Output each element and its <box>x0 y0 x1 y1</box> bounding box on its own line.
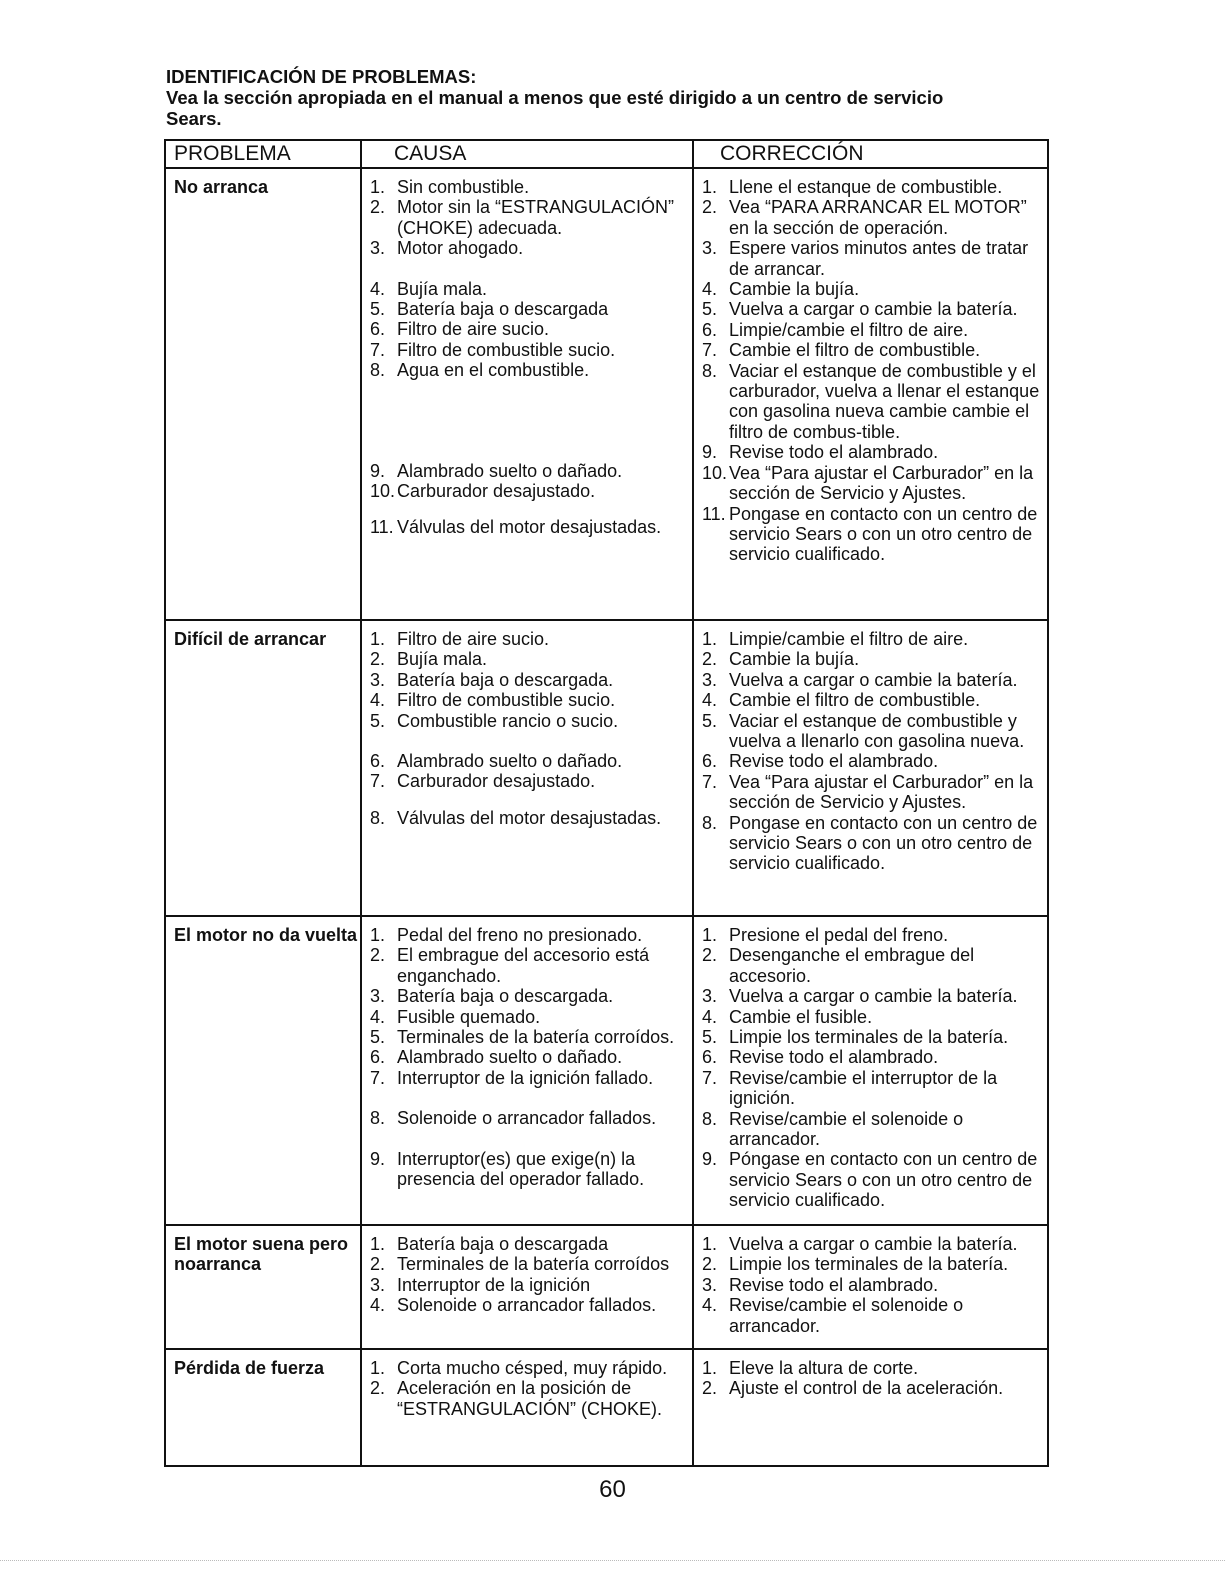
correction-item <box>702 1234 1045 1254</box>
item-text: Pongase en contacto con un centro de servicio Sears o con un otro centro de servicio cualificado. <box>729 812 1038 874</box>
column-header-problem: PROBLEMA <box>165 140 361 168</box>
correction-cell <box>693 620 1048 916</box>
item-text: Eleve la altura de corte. <box>729 1358 919 1378</box>
table-body <box>165 168 1048 1466</box>
item-text: Interruptor de la ignición fallado. <box>397 1067 654 1088</box>
item-text: Carburador desajustado. <box>397 771 596 792</box>
item-text: Revise todo el alambrado. <box>729 1274 939 1295</box>
cause-item <box>370 517 690 537</box>
correction-item <box>702 925 1045 945</box>
item-number: 1. <box>370 1234 386 1254</box>
correction-item <box>702 670 1045 690</box>
item-number: 2. <box>702 1378 718 1399</box>
item-text: Vuelva a cargar o cambie la batería. <box>729 669 1018 690</box>
item-number: 5. <box>370 299 386 320</box>
item-number: 4. <box>702 690 718 711</box>
cause-item <box>370 481 690 501</box>
item-number: 3. <box>370 1274 386 1295</box>
item-text: Carburador desajustado. <box>397 481 596 502</box>
item-text: Vuelva a cargar o cambie la batería. <box>729 986 1018 1007</box>
cause-cell <box>361 1225 693 1349</box>
item-number: 6. <box>370 319 386 340</box>
correction-item <box>702 1109 1045 1150</box>
item-number: 8. <box>702 812 718 833</box>
item-number: 5. <box>702 299 718 320</box>
correction-item <box>702 649 1045 669</box>
item-number: 4. <box>370 1295 386 1316</box>
correction-item <box>702 813 1045 874</box>
correction-item <box>702 711 1045 752</box>
item-number: 1. <box>370 1358 386 1378</box>
item-number: 1. <box>702 925 718 945</box>
heading-instructions: Vea la sección apropiada en el manual a menos que esté dirigido a un centro de servicio <box>166 87 944 108</box>
item-number: 3. <box>370 669 386 690</box>
item-text: Revise/cambie el solenoide o arrancador. <box>729 1108 964 1150</box>
correction-item <box>702 1007 1045 1027</box>
table-row <box>165 1225 1048 1349</box>
item-number: 7. <box>702 771 718 792</box>
item-number: 4. <box>702 279 718 300</box>
cause-cell <box>361 620 693 916</box>
item-text: El embrague del accesorio está enganchado. <box>397 945 650 986</box>
cause-item <box>370 1149 690 1190</box>
item-number: 7. <box>370 339 386 360</box>
cause-item <box>370 279 690 299</box>
cause-item <box>370 319 690 339</box>
item-text: Combustible rancio o sucio. <box>397 710 619 731</box>
cause-item <box>370 197 690 238</box>
correction-item <box>702 629 1045 649</box>
correction-item <box>702 504 1045 565</box>
item-text: Interruptor de la ignición <box>397 1274 591 1295</box>
item-number: 11. <box>370 517 394 538</box>
item-text: Revise/cambie el interruptor de la ignición. <box>729 1067 998 1109</box>
item-text: Limpie/cambie el filtro de aire. <box>729 319 969 340</box>
correction-item <box>702 320 1045 340</box>
item-text: Revise todo el alambrado. <box>729 751 939 772</box>
item-text: Interruptor(es) que exige(n) la presencia del operador fallado. <box>397 1148 645 1190</box>
correction-item <box>702 751 1045 771</box>
cause-item <box>370 670 690 690</box>
item-text: Alambrado suelto o dañado. <box>397 1047 623 1068</box>
cause-item <box>370 649 690 669</box>
correction-cell <box>693 1225 1048 1349</box>
problem-cell: El motor suena pero noarranca <box>165 1225 361 1349</box>
item-number: 4. <box>370 690 386 711</box>
item-number: 3. <box>370 238 386 259</box>
item-number: 7. <box>702 340 718 361</box>
item-text: Alambrado suelto o dañado. <box>397 460 623 481</box>
item-text: Limpie/cambie el filtro de aire. <box>729 629 969 649</box>
item-number: 10. <box>702 462 728 483</box>
cause-item <box>370 1234 690 1254</box>
item-text: Solenoide o arrancador fallados. <box>397 1295 657 1316</box>
item-number: 3. <box>702 986 718 1007</box>
cause-item <box>370 771 690 791</box>
item-number: 9. <box>702 1149 718 1170</box>
item-text: Vea “PARA ARRANCAR EL MOTOR” en la sección de operación. <box>729 197 1027 238</box>
item-number: 6. <box>702 319 718 340</box>
item-number: 4. <box>370 278 386 299</box>
item-number: 9. <box>702 442 718 463</box>
item-text: Pedal del freno no presionado. <box>397 925 643 945</box>
table-row <box>165 916 1048 1225</box>
correction-item <box>702 1378 1045 1398</box>
cause-item <box>370 340 690 360</box>
item-text: Presione el pedal del freno. <box>729 925 949 945</box>
cause-item <box>370 1275 690 1295</box>
correction-item <box>702 945 1045 986</box>
scan-edge-divider <box>0 1560 1225 1562</box>
item-number: 5. <box>702 710 718 731</box>
correction-item <box>702 690 1045 710</box>
problem-cell: Difícil de arrancar <box>165 620 361 916</box>
troubleshooting-table <box>164 139 1049 1467</box>
item-number: 2. <box>702 945 718 966</box>
cause-item <box>370 1047 690 1067</box>
correction-item <box>702 299 1045 319</box>
item-number: 1. <box>702 629 718 649</box>
cause-item <box>370 1007 690 1027</box>
item-text: Batería baja o descargada. <box>397 986 614 1007</box>
cause-item <box>370 629 690 649</box>
column-header-correction: CORRECCIÓN <box>693 140 1048 168</box>
item-text: Aceleración en la posición de “ESTRANGULACIÓN” (CHOKE). <box>397 1378 663 1419</box>
item-text: Ajuste el control de la aceleración. <box>729 1378 1004 1399</box>
cause-item <box>370 238 690 258</box>
item-number: 2. <box>370 1378 386 1399</box>
item-text: Póngase en contacto con un centro de servicio Sears o con un otro centro de servicio cualificado. <box>729 1149 1038 1211</box>
item-number: 9. <box>370 460 386 481</box>
cause-item <box>370 711 690 731</box>
item-text: Limpie los terminales de la batería. <box>729 1254 1009 1275</box>
item-number: 1. <box>370 177 386 197</box>
correction-item <box>702 340 1045 360</box>
item-text: Bujía mala. <box>397 278 488 299</box>
item-number: 3. <box>702 669 718 690</box>
item-text: Limpie los terminales de la batería. <box>729 1027 1009 1048</box>
item-text: Vaciar el estanque de combustible y vuelva a llenarlo con gasolina nueva. <box>729 710 1025 752</box>
heading-instructions-cont: Sears. <box>166 108 222 129</box>
cause-item <box>370 1358 690 1378</box>
cause-item <box>370 690 690 710</box>
item-text: Revise todo el alambrado. <box>729 442 939 463</box>
item-text: Fusible quemado. <box>397 1006 541 1027</box>
item-text: Alambrado suelto o dañado. <box>397 751 623 772</box>
item-text: Cambie la bujía. <box>729 279 860 300</box>
correction-item <box>702 238 1045 279</box>
correction-item <box>702 1149 1045 1210</box>
item-text: Terminales de la batería corroídos <box>397 1254 670 1275</box>
correction-item <box>702 1275 1045 1295</box>
item-number: 2. <box>370 1254 386 1275</box>
item-text: Revise/cambie el solenoide o arrancador. <box>729 1295 964 1336</box>
item-text: Vaciar el estanque de combustible y el carburador, vuelva a llenar el estanque con gasolina nueva cambie cambie el filtro de combus-tible. <box>729 360 1040 442</box>
item-text: Motor sin la “ESTRANGULACIÓN” (CHOKE) adecuada. <box>397 197 675 238</box>
item-number: 7. <box>370 1067 386 1088</box>
page-heading <box>166 66 1056 129</box>
item-number: 6. <box>702 751 718 772</box>
cause-item <box>370 1295 690 1315</box>
page-number: 60 <box>599 1476 626 1503</box>
item-text: Cambie el filtro de combustible. <box>729 690 981 711</box>
item-number: 8. <box>370 1108 386 1129</box>
item-number: 8. <box>702 360 718 381</box>
item-number: 4. <box>702 1295 718 1316</box>
cause-item <box>370 1108 690 1128</box>
correction-item <box>702 1358 1045 1378</box>
item-number: 1. <box>370 925 386 945</box>
item-text: Batería baja o descargada <box>397 1234 609 1254</box>
correction-cell <box>693 168 1048 620</box>
correction-item <box>702 197 1045 238</box>
item-text: Bujía mala. <box>397 649 488 670</box>
item-text: Vuelva a cargar o cambie la batería. <box>729 299 1018 320</box>
item-text: Espere varios minutos antes de tratar de arrancar. <box>729 238 1029 279</box>
problem-cell: Pérdida de fuerza <box>165 1349 361 1466</box>
correction-item <box>702 177 1045 197</box>
correction-item <box>702 361 1045 443</box>
item-text: Batería baja o descargada <box>397 299 609 320</box>
item-number: 7. <box>702 1067 718 1088</box>
cause-item <box>370 177 690 197</box>
correction-item <box>702 772 1045 813</box>
item-number: 5. <box>370 1027 386 1048</box>
correction-item <box>702 986 1045 1006</box>
item-number: 1. <box>702 1234 718 1254</box>
cause-item <box>370 986 690 1006</box>
item-number: 9. <box>370 1148 386 1169</box>
item-number: 6. <box>370 1047 386 1068</box>
item-number: 7. <box>370 771 386 792</box>
item-text: Terminales de la batería corroídos. <box>397 1027 675 1048</box>
item-text: Corta mucho césped, muy rápido. <box>397 1358 668 1378</box>
table-row <box>165 168 1048 620</box>
column-header-cause: CAUSA <box>361 140 693 168</box>
correction-item <box>702 279 1045 299</box>
item-number: 2. <box>370 197 386 218</box>
correction-item <box>702 1068 1045 1109</box>
item-text: Filtro de combustible sucio. <box>397 339 616 360</box>
table-row <box>165 1349 1048 1466</box>
cause-item <box>370 808 690 828</box>
item-number: 1. <box>702 177 718 197</box>
cause-item <box>370 299 690 319</box>
item-text: Filtro de aire sucio. <box>397 629 550 649</box>
cause-item <box>370 1378 690 1419</box>
item-text: Revise todo el alambrado. <box>729 1047 939 1068</box>
item-text: Solenoide o arrancador fallados. <box>397 1108 657 1129</box>
correction-item <box>702 442 1045 462</box>
problem-cell: No arranca <box>165 168 361 620</box>
item-text: Filtro de aire sucio. <box>397 319 550 340</box>
item-text: Sin combustible. <box>397 177 530 197</box>
correction-cell <box>693 1349 1048 1466</box>
item-number: 2. <box>370 649 386 670</box>
correction-item <box>702 1254 1045 1274</box>
correction-item <box>702 1047 1045 1067</box>
heading-title: IDENTIFICACIÓN DE PROBLEMAS: <box>166 66 477 87</box>
item-text: Cambie el fusible. <box>729 1006 873 1027</box>
item-text: Batería baja o descargada. <box>397 669 614 690</box>
correction-cell <box>693 916 1048 1225</box>
cause-item <box>370 945 690 986</box>
item-text: Válvulas del motor desajustadas. <box>397 807 662 828</box>
item-text: Vuelva a cargar o cambie la batería. <box>729 1234 1018 1254</box>
item-number: 1. <box>370 629 386 649</box>
item-number: 8. <box>702 1108 718 1129</box>
cause-item <box>370 751 690 771</box>
cause-item <box>370 1027 690 1047</box>
cause-cell <box>361 916 693 1225</box>
item-text: Cambie la bujía. <box>729 649 860 670</box>
item-number: 1. <box>702 1358 718 1378</box>
item-text: Llene el estanque de combustible. <box>729 177 1003 197</box>
cause-cell <box>361 168 693 620</box>
item-number: 8. <box>370 807 386 828</box>
problem-cell: El motor no da vuelta <box>165 916 361 1225</box>
correction-item <box>702 463 1045 504</box>
item-number: 11. <box>702 503 726 524</box>
table-header-row <box>165 140 1048 168</box>
item-number: 6. <box>702 1047 718 1068</box>
cause-cell <box>361 1349 693 1466</box>
item-number: 4. <box>370 1006 386 1027</box>
item-text: Agua en el combustible. <box>397 360 590 381</box>
correction-item <box>702 1295 1045 1336</box>
item-text: Vea “Para ajustar el Carburador” en la sección de Servicio y Ajustes. <box>729 771 1034 813</box>
item-number: 10. <box>370 481 396 502</box>
cause-item <box>370 925 690 945</box>
item-number: 2. <box>702 197 718 218</box>
item-number: 3. <box>702 1274 718 1295</box>
item-number: 6. <box>370 751 386 772</box>
cause-item <box>370 1254 690 1274</box>
cause-item <box>370 1068 690 1088</box>
table-row <box>165 620 1048 916</box>
item-text: Desenganche el embrague del accesorio. <box>729 945 975 986</box>
item-number: 5. <box>702 1027 718 1048</box>
item-number: 5. <box>370 710 386 731</box>
item-text: Vea “Para ajustar el Carburador” en la sección de Servicio y Ajustes. <box>729 462 1034 504</box>
cause-item <box>370 461 690 481</box>
item-number: 2. <box>702 1254 718 1275</box>
item-text: Motor ahogado. <box>397 238 524 259</box>
item-text: Filtro de combustible sucio. <box>397 690 616 711</box>
correction-item <box>702 1027 1045 1047</box>
item-text: Pongase en contacto con un centro de servicio Sears o con un otro centro de servicio cualificado. <box>729 503 1038 565</box>
item-number: 3. <box>370 986 386 1007</box>
cause-item <box>370 360 690 380</box>
item-number: 4. <box>702 1006 718 1027</box>
item-text: Válvulas del motor desajustadas. <box>397 517 662 538</box>
item-number: 2. <box>702 649 718 670</box>
item-text: Cambie el filtro de combustible. <box>729 340 981 361</box>
item-number: 2. <box>370 945 386 966</box>
item-number: 3. <box>702 238 718 259</box>
item-number: 8. <box>370 360 386 381</box>
